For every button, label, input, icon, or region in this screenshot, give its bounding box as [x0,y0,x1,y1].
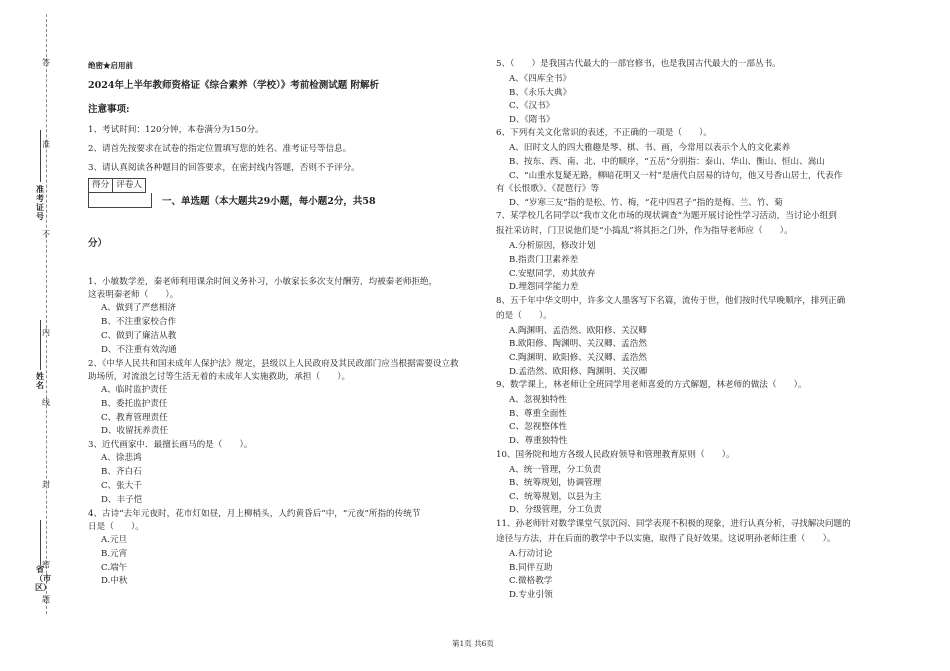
score-box-blank[interactable] [88,193,152,208]
question-option[interactable]: B、按东、西、南、北、中的顺序，“五岳”分别指：泰山、华山、衡山、恒山、嵩山 [509,157,825,167]
question-option[interactable]: B.元宵 [101,548,128,559]
question-stem: 11、孙老师针对数学课堂气氛沉闷、同学表现不积极的现象，进行认真分析，寻找解决问题的 [496,519,851,529]
question-stem: 7、某学校几名同学以“我市文化市场的现状调查”为题开展讨论性学习活动，当讨论小组到 [496,211,837,222]
question-option[interactable]: C、忽视整体性 [509,422,568,433]
question-option[interactable]: A、徐悲鸿 [101,453,142,464]
question-option[interactable]: C.微格教学 [509,576,553,587]
question-stem: 这表明秦老师（ ）。 [88,290,179,301]
question-stem: 日是（ ）。 [88,521,144,532]
question-option[interactable]: D.中秋 [101,576,128,587]
question-option[interactable]: D、《隋书》 [509,114,555,125]
question-option[interactable]: B、齐白石 [101,467,142,478]
section-title-cont: 分） [88,238,108,249]
question-option[interactable]: D、尊重独特性 [509,436,568,446]
exam-number-field-line[interactable] [40,130,41,182]
question-option[interactable]: C、统筹规划，以县为主 [509,491,602,502]
question-option[interactable]: A.分析原因，修改计划 [509,241,596,252]
question-option[interactable]: D.专业引领 [509,589,553,600]
section-title: 一、单选题（本大题共29小题，每小题2分，共58 [162,196,376,207]
question-option[interactable]: A.元旦 [101,535,128,545]
question-option[interactable]: D、“岁寒三友”指的是松、竹、梅，“花中四君子”指的是梅、兰、竹、菊 [509,197,783,208]
secret-label: 绝密★启用前 [88,61,133,70]
question-stem: 的是（ ）。 [496,310,552,321]
question-option[interactable]: D、分级管理，分工负责 [509,505,602,516]
fold-mark: 准 [42,140,50,149]
seal-line [46,14,47,614]
province-label: 省（市区） [35,564,51,592]
question-option[interactable]: A、忽视独特性 [509,395,567,406]
question-stem: 2、《中华人民共和国未成年人保护法》规定，县级以上人民政府及其民政部门应当根据需要设立救 [88,358,459,369]
question-option[interactable]: A、旧时文人的四大雅趣是琴、棋、书、画，今常用以表示个人的文化素养 [509,143,791,154]
notes-heading: 注意事项: [88,104,130,115]
question-option[interactable]: D.孟浩然、欧阳修、陶渊明、关汉卿 [509,366,648,377]
question-stem: 助场所，对流浪乞讨等生活无着的未成年人实施救助，承担（ ）。 [88,371,351,382]
question-option[interactable]: C、做到了廉洁从教 [101,331,177,341]
grader-label: 评卷人 [116,180,142,190]
question-option[interactable]: B、尊重全面性 [509,408,567,419]
notes-item: 1、考试时间：120分钟，本卷满分为150分。 [88,125,264,135]
question-option[interactable]: B、《永乐大典》 [509,87,572,98]
notes-item: 2、请首先按要求在试卷的指定位置填写您的姓名、准考证号等信息。 [88,144,352,154]
notes-item: 3、请认真阅读各种题目的回答要求，在密封线内答题，否则不予评分。 [88,163,360,173]
page-title: 2024年上半年教师资格证《综合素养（学校）》考前检测试题 附解析 [88,80,379,91]
page-number: 第1页 共6页 [452,639,494,648]
fold-mark: 内 [42,328,50,337]
question-option[interactable]: A、《四库全书》 [509,74,572,84]
question-option[interactable]: C、教育管理责任 [101,412,168,423]
question-stem: 10、国务院和地方各级人民政府领导和管理教育原则（ ）。 [496,449,735,460]
question-stem: 途径与方法，并在后面的教学中予以实施，取得了良好效果。这说明孙老师注重（ ）。 [496,534,836,544]
question-option[interactable]: A.陶渊明、孟浩然、欧阳修、关汉卿 [509,325,647,336]
score-box [88,178,146,193]
question-option[interactable]: A.行动讨论 [509,549,553,559]
question-option[interactable]: D、不注重有效沟通 [101,344,177,355]
question-stem: 6、下列有关文化常识的表述，不正确的一项是（ ）。 [496,128,713,139]
question-option[interactable]: 有《长恨歌》、《琵琶行》等 [496,184,600,195]
question-stem: 报社采访时，门卫说他们是“小捣乱”将其拒之门外，作为指导老师应（ ）。 [496,226,793,237]
question-option[interactable]: A、做到了严慈相济 [101,303,176,314]
question-stem: 4、古诗“去年元夜时，花市灯如昼，月上柳梢头，人约黄昏后”中，“元夜”所指的传统节 [88,508,421,519]
question-option[interactable]: C、张大千 [101,481,142,491]
fold-mark: 答 [42,58,50,67]
question-option[interactable]: C、《汉书》 [509,101,555,112]
question-option[interactable]: B.欧阳修、陶渊明、关汉卿、孟浩然 [509,339,647,350]
question-stem: 3、近代画家中．最擅长画马的是（ ）。 [88,440,253,451]
question-stem: 1、小敏数学差，秦老师利用课余时间义务补习，小敏家长多次支付酬劳，均被秦老师拒绝， [88,277,438,287]
score-label: 得分 [89,179,113,192]
question-option[interactable]: B.同伴互助 [509,562,553,573]
fold-mark: 封 [42,480,50,489]
question-stem: 9、数学课上，林老师让全班同学用老师喜爱的方式解题，林老师的做法（ ）。 [496,380,807,391]
question-option[interactable]: D、收留抚养责任 [101,426,169,437]
question-option[interactable]: C.陶渊明、欧阳修、关汉卿、孟浩然 [509,353,647,363]
question-stem: 8、五千年中华文明中，许多文人墨客写下名篇，流传于世，他们按时代早晚顺序，排列正确 [496,295,846,306]
question-option[interactable]: C、“山重水复疑无路，柳暗花明又一村”是唐代白居易的诗句，他又号香山居士，代表作 [509,170,843,181]
question-option[interactable]: A、临时监护责任 [101,385,168,395]
question-option[interactable]: B、不注重家校合作 [101,317,177,328]
question-option[interactable]: D.埋怨同学能力差 [509,282,579,293]
fold-mark: 题 [42,595,50,604]
name-label: 姓名 [36,371,44,390]
question-option[interactable]: C.端午 [101,562,128,573]
fold-mark: 不 [42,230,50,239]
question-option[interactable]: B、统筹规划，协调管理 [509,478,602,489]
question-option[interactable]: D、丰子恺 [101,494,143,505]
fold-mark: 密 [42,560,50,569]
question-option[interactable]: B、委托监护责任 [101,398,168,409]
province-field-line[interactable] [40,520,41,565]
question-option[interactable]: B.指责门卫素养差 [509,255,579,265]
exam-number-label: 准考证号 [36,184,44,221]
question-option[interactable]: C.安慰同学，劝其放弃 [509,268,596,279]
question-option[interactable]: A、统一管理，分工负责 [509,464,602,475]
fold-mark: 线 [42,398,50,407]
question-stem: 5、（ ）是我国古代最大的一部官修书，也是我国古代最大的一部丛书。 [496,59,781,69]
